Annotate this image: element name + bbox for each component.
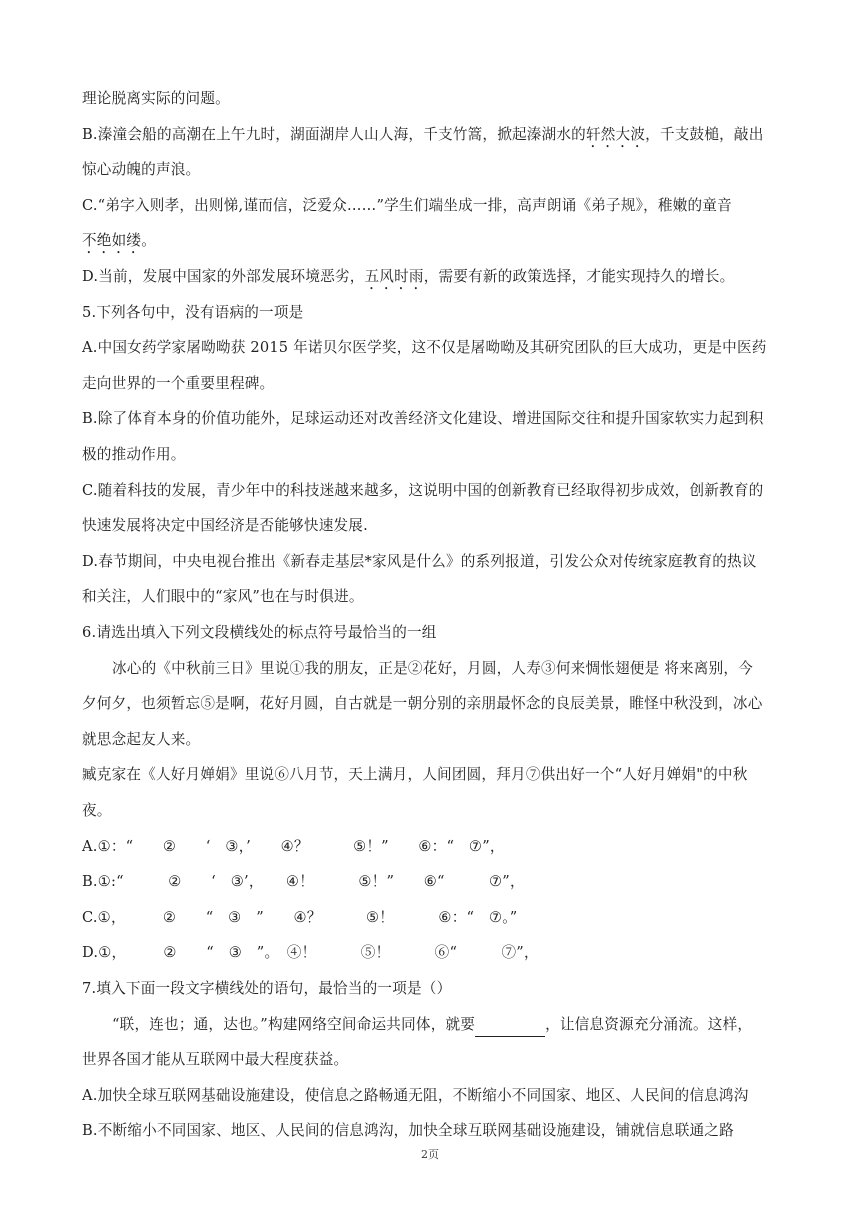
passage-line-with-blank: “联，连也；通，达也。”构建网络空间命运共同体，就要 ，让信息资源充分涌流。这样， (112, 1014, 812, 1037)
text-line: A.中国女药学家屠呦呦获 2015 年诺贝尔医学奖，这不仅是屠呦呦及其研究团队的巨大成功，更是中医药 (82, 339, 767, 356)
text-line: B.除了体育本身的价值功能外，足球运动还对改善经济文化建设、增进国际交往和提升国家软实力起到积 (82, 410, 764, 427)
text-line: C.随着科技的发展，青少年中的科技迷越来越多，这说明中国的创新教育已经取得初步成效，创新教育的 (82, 482, 764, 499)
option-d-line: D.当前，发展中国家的外部发展环境恶劣，五风时雨，需要有新的政策选择，才能实现持久的增长。 (82, 268, 735, 285)
text-line: 极的推动作用。 (82, 446, 186, 463)
emphasized-phrase: 轩然大波 (585, 126, 646, 143)
emphasized-phrase: 五风时雨 (364, 268, 424, 285)
choice-d: D.①， ② “ ③ ”。 ④！ ⑤！ ⑥“ ⑦”， (82, 944, 539, 961)
option-c-line-2: 不绝如缕。 (82, 232, 156, 249)
choice-c: C.①， ② “ ③ ” ④？ ⑤！ ⑥：“ ⑦。” (82, 909, 518, 926)
question-5-title: 5.下列各句中，没有语病的一项是 (82, 304, 304, 321)
passage-line: 臧克家在《人好月婵娟》里说⑥八月节，天上满月，人间团圆，拜月⑦供出好一个“人好月婵娟"的中秋 (82, 766, 748, 783)
text-line: 和关注，人们眼中的“家风”也在与时俱进。 (82, 588, 364, 605)
passage-line: 就思念起友人来。 (82, 731, 201, 748)
passage-line: 夕何夕，也须暂忘⑤是啊，花好月圆，自古就是一朝分别的亲朋最怀念的良辰美景，睢怪中秋没到，冰心 (82, 695, 763, 712)
text-line: 走向世界的一个重要里程碑。 (82, 375, 275, 392)
page-number: 2页 (421, 1148, 439, 1161)
passage-line: 夜。 (82, 802, 112, 819)
text-line: D.春节期间，中央电视台推出《新春走基层*家风是什么》的系列报道，引发公众对传统家庭教育的热议 (82, 553, 757, 570)
fill-blank (475, 1014, 545, 1037)
choice-b: B.①:“ ② ‘ ③’， ④！ ⑤！” ⑥“ ⑦”， (82, 873, 525, 890)
choice-a: A.加快全球互联网基础设施建设，使信息之路畅通无阻，不断缩小不同国家、地区、人民间的信息鸿沟 (82, 1087, 749, 1104)
text-line: 快速发展将决定中国经济是否能够快速发展. (82, 517, 368, 534)
choice-b: B.不断缩小不同国家、地区、人民间的信息鸿沟，加快全球互联网基础设施建设，铺就信息联通之路 (82, 1122, 734, 1139)
passage-line: 冰心的《中秋前三日》里说①我的朋友，正是②花好，月圆，人寿③何来惆怅翅便是 将来离别，今 (112, 660, 753, 677)
text-line: 惊心动魄的声浪。 (82, 161, 201, 178)
choice-a: A.①：“ ② ‘ ③，’ ④？ ⑤！” ⑥：“ ⑦”， (82, 838, 505, 855)
passage-line: 世界各国才能从互联网中最大程度获益。 (82, 1051, 349, 1068)
option-c-line-1: C.“弟字入则孝，出则悌,谨而信，泛爱众……”学生们端坐成一排，高声朗诵《弟子规》，稚嫩的童音 (82, 197, 732, 214)
question-7-title: 7.填入下面一段文字横线处的语句，最恰当的一项是（） (82, 980, 452, 997)
emphasized-phrase: 不绝如缕 (82, 232, 142, 249)
option-b-line-1: B.溱潼会船的高潮在上午九时，湖面湖岸人山人海，千支竹篙，掀起溱湖水的轩然大波，千支鼓槌，敲出 (82, 126, 764, 143)
question-6-title: 6.请选出填入下列文段横线处的标点符号最恰当的一组 (82, 624, 437, 641)
text-line: 理论脱离实际的问题。 (82, 90, 230, 107)
